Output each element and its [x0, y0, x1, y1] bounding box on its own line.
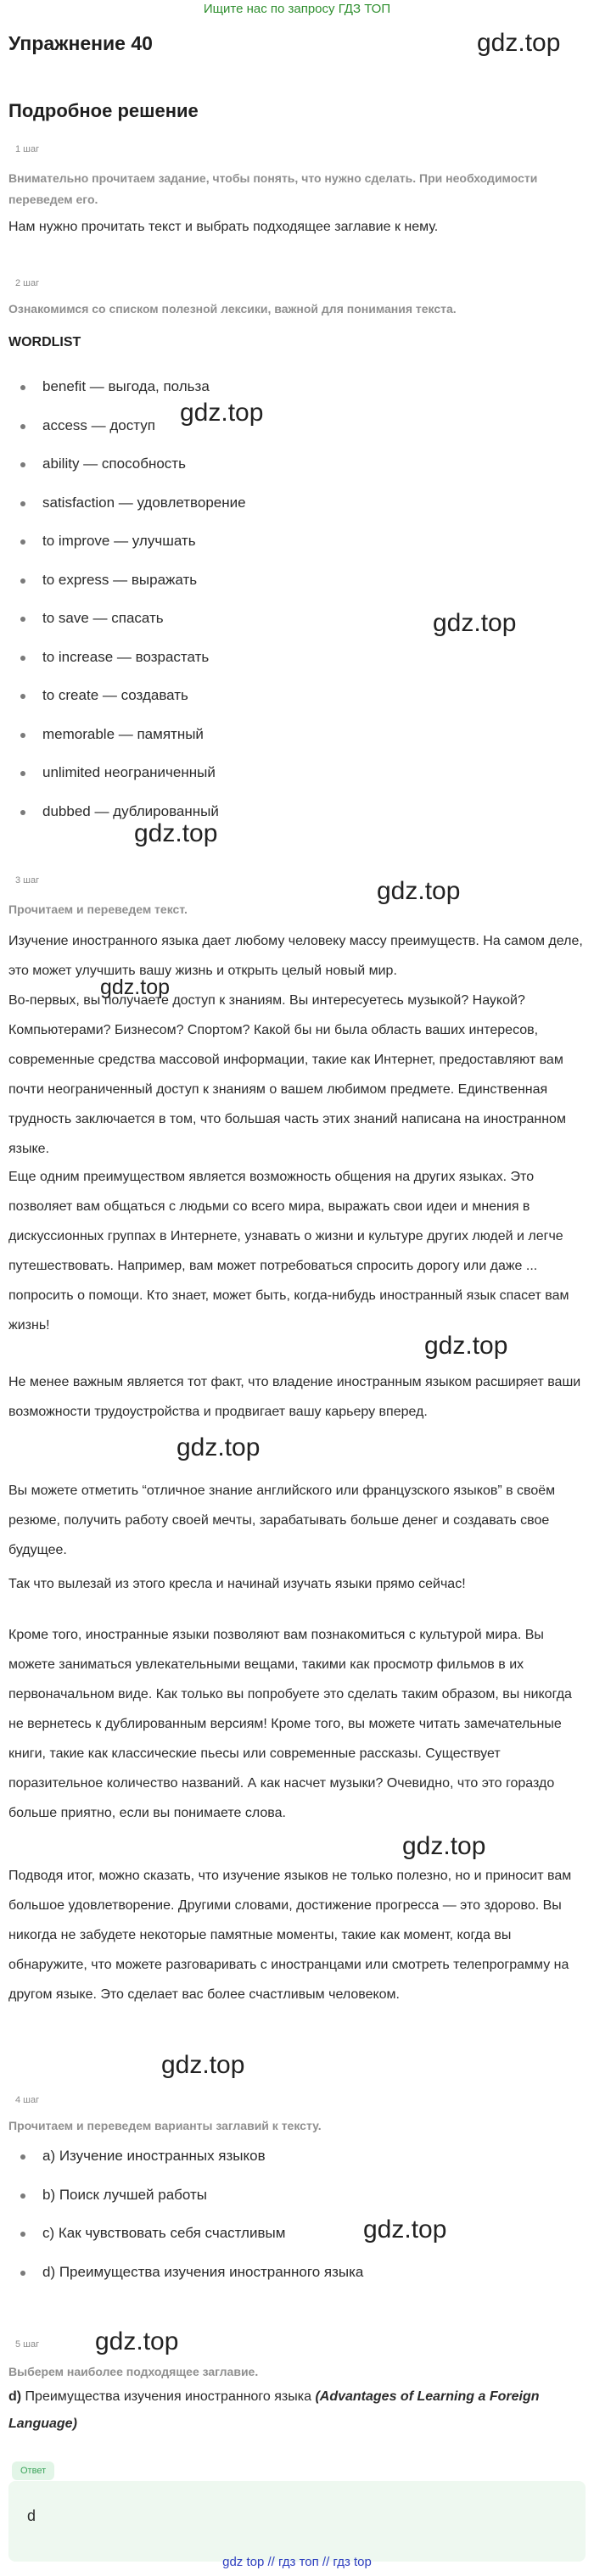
watermark: gdz.top: [477, 29, 561, 57]
watermark: gdz.top: [433, 609, 517, 637]
paragraph: Подводя итог, можно сказать, что изучение языков не только полезно, но и приносит вам большое удовлетворение. Другими словами, достижение прогресса — это здорово. Вы никогда не забудете некоторые памятные моменты, такие как момент, когда вы обнаружите, что можете разговаривать с иностранцами или смотреть телепрограмму на другом языке. Это сделает вас более счастливым человеком.: [8, 1869, 572, 2002]
word-item: memorable — памятный: [17, 726, 577, 765]
title-option: a) Изучение иностранных языков: [17, 2148, 577, 2187]
paragraph: Кроме того, иностранные языки позволяют вам познакомиться с культурой мира. Вы можете заниматься увлекательными вещами, такими как просмотр фильмов в их первоначальном виде. Как только вы попробуете это сделать таким образом, вы никогда не вернетесь к дублированным версиям! Кроме того, вы можете читать замечательные книги, такие как классические пьесы или современные рассказы. Существует поразительное количество названий. А как насчет музыки? Очевидно, что это гораздо больше приятно, если вы понимаете слова.: [8, 1628, 572, 1820]
word-item: dubbed — дублированный: [17, 803, 577, 842]
word-item: to improve — улучшать: [17, 533, 577, 572]
final-english-title: (Advantages of Learning a Foreign Language): [8, 2389, 540, 2431]
watermark: gdz.top: [402, 1832, 486, 1860]
step-2-label: 2 шаг: [15, 278, 40, 288]
paragraph: Во-первых, вы получаете доступ к знаниям. Вы интересуетесь музыкой? Наукой? Компьютерами? Бизнесом? Спортом? Какой бы ни была область ваших интересов, современные средства массовой информации, такие как Интернет, предоставляют вам почти неограниченный доступ к знаниям о вашем любимом предмете. Единственная трудность заключается в том, что большая часть этих знаний написана на иностранном языке.: [8, 993, 566, 1156]
watermark: gdz.top: [377, 877, 461, 905]
final-answer-text: [8, 2383, 586, 2438]
step-4-hint: Прочитаем и переведем варианты заглавий к тексту.: [8, 2119, 322, 2132]
watermark: gdz.top: [424, 1332, 508, 1360]
word-item: to create — создавать: [17, 687, 577, 726]
step-1-text: Нам нужно прочитать текст и выбрать подходящее заглавие к нему.: [8, 220, 439, 234]
paragraph: Изучение иностранного языка дает любому человеку массу преимуществ. На самом деле, это может улучшить вашу жизнь и открыть целый новый мир.: [8, 934, 583, 978]
watermark: gdz.top: [180, 399, 264, 427]
step-4-label: 4 шаг: [15, 2095, 40, 2105]
paragraph: Еще одним преимуществом является возможность общения на других языках. Это позволяет вам общаться с людьми со всего мира, выражать свои идеи и мнения в дискуссионных группах в Интернете, узнавать о жизни и культуре других людей и легче путешествовать. Например, вам может потребоваться спросить дорогу или даже ... попросить о помощи. Кто знает, может быть, когда-нибудь иностранный язык спасет вам жизнь!: [8, 1170, 569, 1333]
title-option: c) Как чувствовать себя счастливым: [17, 2225, 577, 2264]
title-options: [17, 2148, 577, 2302]
answer-badge: Ответ: [12, 2461, 54, 2480]
paragraph: Вы можете отметить “отличное знание английского или французского языков” в своём резюме, получить работу своей мечты, зарабатывать больше денег и создавать свое будущее.: [8, 1484, 556, 1557]
word-item: benefit — выгода, польза: [17, 378, 577, 417]
step-2-hint: Ознакомимся со списком полезной лексики, важной для понимания текста.: [8, 302, 457, 316]
title-option: b) Поиск лучшей работы: [17, 2187, 577, 2226]
step-1-hint: Внимательно прочитаем задание, чтобы понять, что нужно сделать. При необходимости переведем его.: [8, 171, 538, 206]
word-item: access — доступ: [17, 417, 577, 456]
watermark: gdz.top: [95, 2327, 179, 2355]
answer-value: d: [27, 2507, 36, 2524]
footer-links[interactable]: gdz top // гдз топ // гдз top: [222, 2555, 372, 2569]
paragraph: Так что вылезай из этого кресла и начинай изучать языки прямо сейчас!: [8, 1577, 466, 1591]
answer-box: [8, 2481, 586, 2562]
step-1-label: 1 шаг: [15, 144, 40, 154]
final-title: Преимущества изучения иностранного языка: [21, 2389, 316, 2404]
word-item: to save — спасать: [17, 610, 577, 649]
step-5-label: 5 шаг: [15, 2339, 40, 2350]
step-3-label: 3 шаг: [15, 875, 40, 886]
word-item: unlimited неограниченный: [17, 764, 577, 803]
title-option: d) Преимущества изучения иностранного языка: [17, 2264, 577, 2303]
word-item: to increase — возрастать: [17, 649, 577, 688]
top-search-link[interactable]: Ищите нас по запросу ГДЗ ТОП: [203, 2, 391, 16]
watermark: gdz.top: [177, 1433, 261, 1461]
word-item: satisfaction — удовлетворение: [17, 495, 577, 534]
section-title: Подробное решение: [8, 100, 199, 121]
wordlist-title: WORDLIST: [8, 335, 81, 349]
watermark: gdz.top: [100, 975, 171, 999]
word-item: to express — выражать: [17, 572, 577, 611]
final-letter: d): [8, 2389, 22, 2404]
word-item: ability — способность: [17, 455, 577, 495]
watermark: gdz.top: [363, 2216, 447, 2244]
watermark: gdz.top: [134, 819, 218, 847]
watermark: gdz.top: [161, 2051, 245, 2079]
step-5-hint: Выберем наиболее подходящее заглавие.: [8, 2365, 259, 2378]
step-3-hint: Прочитаем и переведем текст.: [8, 902, 188, 916]
page-title: Упражнение 40: [8, 32, 153, 54]
paragraph: Не менее важным является тот факт, что владение иностранным языком расширяет ваши возможности трудоустройства и продвигает вашу карьеру вперед.: [8, 1375, 581, 1419]
